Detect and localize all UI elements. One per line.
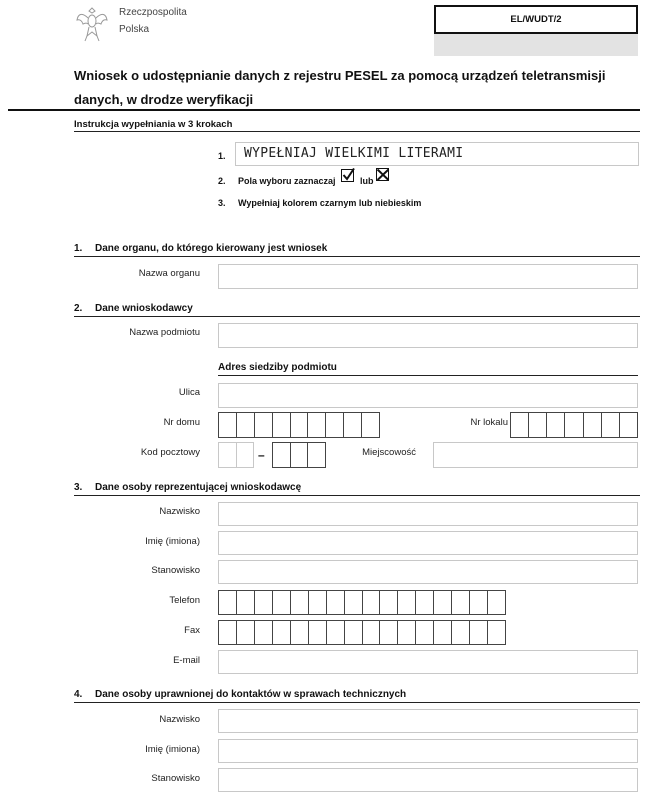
tech-names-label: Imię (imiona)	[145, 744, 200, 755]
section1-header	[74, 243, 640, 257]
eagle-emblem-icon	[74, 4, 110, 44]
step1-number: 1.	[218, 151, 226, 161]
rep-email-label: E-mail	[173, 655, 200, 666]
rep-position-input[interactable]	[218, 560, 638, 584]
section4-number: 4.	[74, 689, 83, 700]
section4-header	[74, 689, 640, 703]
step3-text: Wypełniaj kolorem czarnym lub niebieskim	[238, 198, 422, 208]
street-input[interactable]	[218, 383, 638, 408]
section4-title: Dane osoby uprawnionej do kontaktów w sprawach technicznych	[95, 689, 407, 700]
section3-title: Dane osoby reprezentującej wnioskodawcę	[95, 482, 302, 493]
office-use-field	[434, 34, 638, 56]
house-number-cells[interactable]	[218, 412, 380, 438]
postcode-label: Kod pocztowy	[140, 447, 200, 458]
section2-number: 2.	[74, 303, 83, 314]
postcode-second-cells[interactable]	[272, 442, 326, 468]
step2-or: lub	[360, 176, 374, 186]
entity-name-input[interactable]	[218, 323, 638, 348]
step2-text: Pola wyboru zaznaczaj	[238, 176, 336, 186]
entity-name-label: Nazwa podmiotu	[129, 327, 200, 338]
instructions-heading: Instrukcja wypełniania w 3 krokach	[74, 119, 233, 130]
tech-position-input[interactable]	[218, 768, 638, 792]
flat-number-cells[interactable]	[510, 412, 638, 438]
instructions-divider	[74, 131, 640, 132]
form-code-box	[434, 5, 638, 34]
rep-phone-label: Telefon	[169, 595, 200, 606]
rep-names-label: Imię (imiona)	[145, 536, 200, 547]
step2-number: 2.	[218, 176, 226, 186]
title-divider	[8, 109, 640, 111]
tech-surname-label: Nazwisko	[159, 714, 200, 725]
rep-position-label: Stanowisko	[151, 565, 200, 576]
form-title-line2: danych, w drodze weryfikacji	[74, 92, 254, 107]
postcode-first-cells[interactable]	[218, 442, 254, 468]
rep-phone-cells[interactable]	[218, 590, 506, 615]
rep-fax-label: Fax	[184, 625, 200, 636]
tech-names-input[interactable]	[218, 739, 638, 763]
section1-title: Dane organu, do którego kierowany jest wniosek	[95, 243, 328, 254]
organ-name-label: Nazwa organu	[138, 268, 200, 279]
tech-surname-input[interactable]	[218, 709, 638, 733]
form-code: EL/WUDT/2	[510, 14, 562, 25]
country-name-line2: Polska	[119, 24, 150, 35]
city-label: Miejscowość	[362, 447, 416, 458]
address-heading: Adres siedziby podmiotu	[218, 362, 638, 376]
step1-text: WYPEŁNIAJ WIELKIMI LITERAMI	[244, 146, 464, 161]
rep-email-input[interactable]	[218, 650, 638, 674]
step1-example-field	[235, 142, 639, 166]
checkbox-crossed-icon	[376, 167, 390, 181]
organ-name-input[interactable]	[218, 264, 638, 289]
flat-number-label: Nr lokalu	[470, 417, 508, 428]
house-number-label: Nr domu	[163, 417, 200, 428]
section3-number: 3.	[74, 482, 83, 493]
postcode-dash: –	[258, 448, 265, 462]
rep-surname-input[interactable]	[218, 502, 638, 526]
rep-names-input[interactable]	[218, 531, 638, 555]
city-input[interactable]	[433, 442, 638, 468]
section1-number: 1.	[74, 243, 83, 254]
rep-fax-cells[interactable]	[218, 620, 506, 645]
section2-title: Dane wnioskodawcy	[95, 303, 193, 314]
rep-surname-label: Nazwisko	[159, 506, 200, 517]
step3-number: 3.	[218, 198, 226, 208]
tech-position-label: Stanowisko	[151, 773, 200, 784]
section3-header	[74, 482, 640, 496]
section2-header	[74, 303, 640, 317]
street-label: Ulica	[178, 387, 200, 398]
country-name-line1: Rzeczpospolita	[119, 7, 187, 18]
checkbox-checked-icon	[341, 168, 355, 182]
form-title-line1: Wniosek o udostępnianie danych z rejestru PESEL za pomocą urządzeń teletransmisji	[74, 68, 606, 83]
